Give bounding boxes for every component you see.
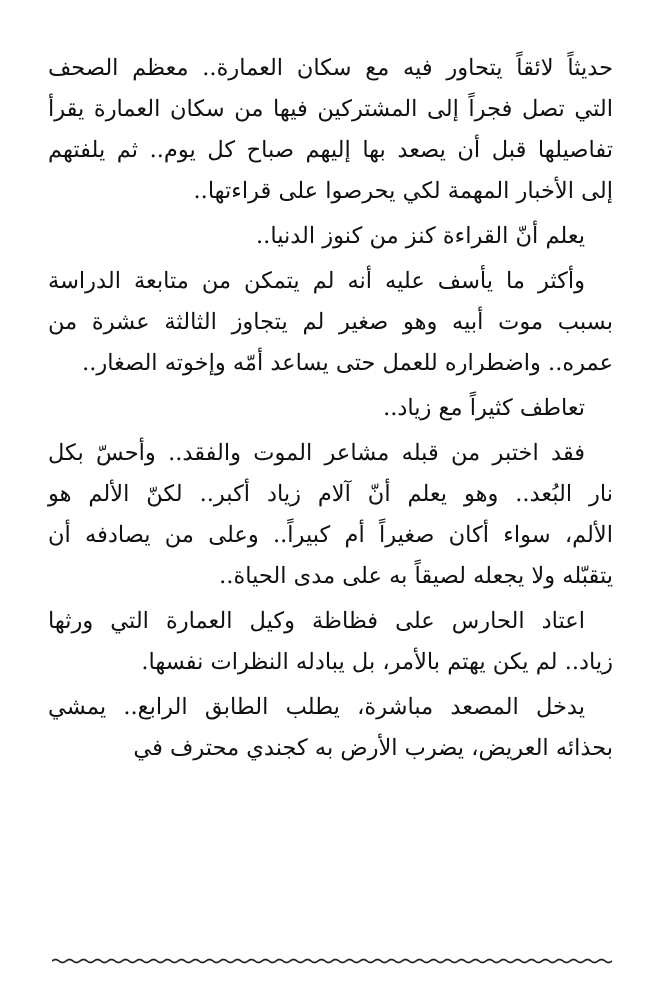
- text-line: زياد.. لم يكن يهتم بالأمر، بل يبادله النظرات نفسها.: [141, 649, 613, 675]
- paragraph: [48, 388, 613, 429]
- text-line: إلى الأخبار المهمة لكي يحرصوا على قراءتها..: [193, 178, 613, 204]
- paragraph: [48, 601, 613, 683]
- text-line: نار البُعد.. وهو يعلم أنّ آلام زياد أكبر.. لكنّ الألم هو: [48, 481, 613, 507]
- paragraph: [48, 433, 613, 597]
- text-line: الألم، سواء أكان صغيراً أم كبيراً.. وعلى من يصادفه أن: [48, 522, 613, 548]
- text-line: فقد اختبر من قبله مشاعر الموت والفقد.. وأحسّ بكل: [48, 440, 585, 466]
- text-line: بسبب موت أبيه وهو صغير لم يتجاوز الثالثة عشرة من: [48, 309, 613, 335]
- text-line: يتقبّله ولا يجعله لصيقاً به على مدى الحياة..: [219, 563, 613, 589]
- text-line: عمره.. واضطراره للعمل حتى يساعد أمّه وإخوته الصغار..: [82, 350, 613, 376]
- text-line: التي تصل فجراً إلى المشتركين فيها من سكان العمارة يقرأ: [48, 96, 613, 122]
- wavy-divider: [52, 954, 612, 968]
- text-line: وأكثر ما يأسف عليه أنه لم يتمكن من متابعة الدراسة: [48, 268, 585, 294]
- text-line: اعتاد الحارس على فظاظة وكيل العمارة التي ورثها: [48, 608, 585, 634]
- page-text: [48, 48, 613, 773]
- text-line: يدخل المصعد مباشرة، يطلب الطابق الرابع.. يمشي: [48, 694, 585, 720]
- text-line: حديثاً لائقاً يتحاور فيه مع سكان العمارة.. معظم الصحف: [48, 55, 613, 81]
- text-line: تفاصيلها قبل أن يصعد بها إليهم صباح كل يوم.. ثم يلفتهم: [48, 137, 613, 163]
- paragraph: [48, 261, 613, 384]
- paragraph: [48, 48, 613, 212]
- text-line: تعاطف كثيراً مع زياد..: [383, 395, 585, 421]
- paragraph: [48, 216, 613, 257]
- text-line: بحذائه العريض، يضرب الأرض به كجندي محترف في: [133, 735, 613, 761]
- text-line: يعلم أنّ القراءة كنز من كنوز الدنيا..: [256, 223, 585, 249]
- paragraph: [48, 687, 613, 769]
